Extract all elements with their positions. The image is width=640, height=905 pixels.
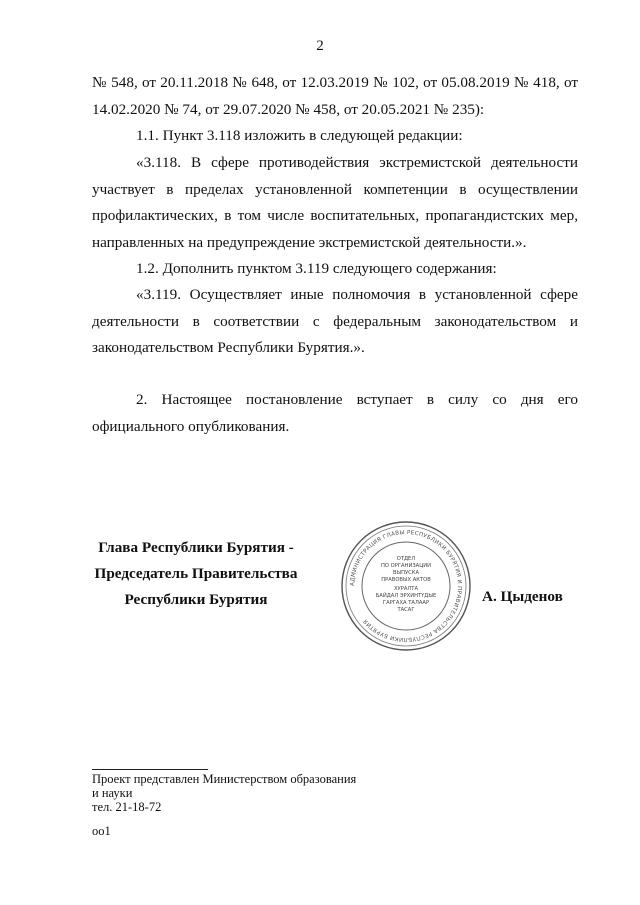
seal-line-8: ТАСАГ — [397, 607, 415, 613]
footnote-divider — [92, 769, 208, 770]
paragraph-continuation: № 548, от 20.11.2018 № 648, от 12.03.2019 № 102, от 05.08.2019 № 418, от 14.02.2020 № 74, от 29.07.2020 № 458, от 20.05.2021 № 235): — [92, 74, 578, 118]
page-number: 2 — [316, 38, 324, 54]
signature-title-line-3: Республики Бурятия — [124, 591, 268, 608]
paragraph-1-1: 1.1. Пункт 3.118 изложить в следующей редакции: — [136, 127, 463, 144]
seal-ring-text: АДМИНИСТРАЦИЯ ГЛАВЫ РЕСПУБЛИКИ БУРЯТИЯ И ПРАВИТЕЛЬСТВА РЕСПУБЛИКИ БУРЯТИЯ — [349, 529, 463, 643]
signature-title-line-1: Глава Республики Бурятия - — [98, 539, 294, 556]
footnote-phone: тел. 21-18-72 — [92, 800, 162, 814]
paragraph-3-118: «3.118. В сфере противодействия экстремистской деятельности участвует в пределах установленной компетенции в осуществлении профилактических, в том числе воспитательных, пропагандистских мер, направленных на предупреждение экстремистской деятельности.». — [92, 154, 578, 251]
seal-line-2: ПО ОРГАНИЗАЦИИ — [380, 563, 432, 569]
paragraph-1-2: 1.2. Дополнить пунктом 3.119 следующего содержания: — [136, 260, 497, 277]
seal-line-5: ХУРАЛТА — [393, 586, 419, 592]
seal-line-3: ВЫПУСКА — [392, 570, 420, 576]
seal-line-4: ПРАВОВЫХ АКТОВ — [381, 577, 431, 583]
seal-line-6: БАЙДАЛ ЭРХИНТҮДЫЕ — [375, 593, 437, 599]
footnote-line-1: Проект представлен Министерством образования — [92, 772, 357, 786]
footnote-line-2: и науки — [92, 786, 133, 800]
paragraph-3-119: «3.119. Осуществляет иные полномочия в установленной сфере деятельности в соответствии с федеральным законодательством и законодательством Республики Бурятия.». — [92, 286, 578, 356]
signature-name: А. Цыденов — [482, 588, 563, 605]
seal-line-7: ГАРГАХА ТАЛААР — [382, 600, 430, 606]
footnote-code: оо1 — [92, 824, 111, 838]
paragraph-2: 2. Настоящее постановление вступает в силу со дня его официального опубликования. — [92, 391, 578, 435]
seal-line-1: ОТДЕЛ — [396, 556, 416, 562]
signature-title-line-2: Председатель Правительства — [94, 565, 298, 582]
official-seal-icon — [340, 520, 472, 652]
